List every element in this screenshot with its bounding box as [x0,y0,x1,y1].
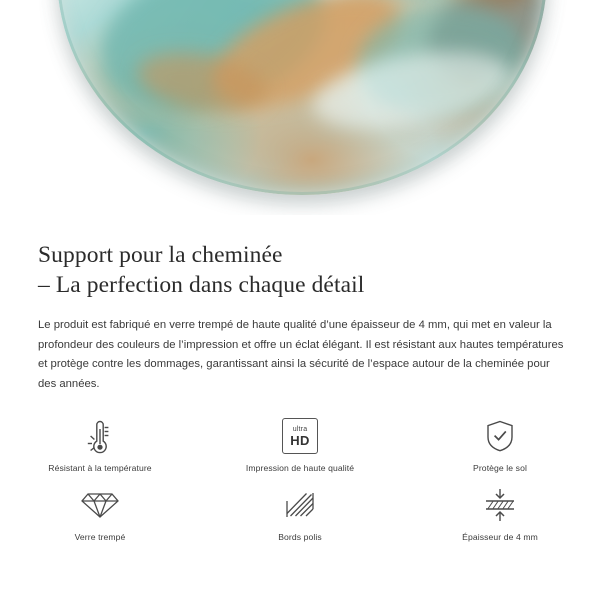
thermometer-icon [81,416,119,456]
feature-label: Protège le sol [473,463,527,473]
headline-line-2: – La perfection dans chaque détail [38,272,365,298]
feature-item-print-quality [200,416,400,473]
polished-edges-icon [283,485,317,525]
round-glass-disc [57,0,547,195]
content-section [0,215,600,542]
feature-item-thickness [400,485,600,542]
feature-item-polished-edges [200,485,400,542]
sparkle-icon [470,176,504,210]
feature-item-tempered-glass [0,485,200,542]
hero-image [0,0,600,215]
ultra-hd-bottom-text: HD [290,432,310,448]
feature-label: Bords polis [278,532,322,542]
headline-line-1: Support pour la cheminée [38,242,283,268]
feature-label: Verre trempé [74,532,126,542]
feature-item-floor-protection [400,416,600,473]
product-description-text: Le produit est fabriqué en verre trempé de haute qualité d’une épaisseur de 4 mm, qui met en valeur la profondeur des couleurs de l’impression et offre un éclat élégant. Il est résistant aux hautes températures et protège contre les dommages, garantissant ainsi la sécurité de l’espace autour de la cheminée pour des années. [38,319,564,390]
feature-item-temperature [0,416,200,473]
feature-grid [0,416,600,542]
page-title [38,240,538,300]
feature-label: Impression de haute qualité [245,463,355,473]
ultra-hd-icon [282,416,318,456]
feature-label: Résistant à la température [48,463,152,473]
thickness-arrows-icon [480,485,520,525]
shield-check-icon [482,416,518,456]
ultra-hd-top-text: ultra [292,425,308,433]
feature-label: Épaisseur de 4 mm [462,532,538,542]
diamond-icon [80,485,120,525]
